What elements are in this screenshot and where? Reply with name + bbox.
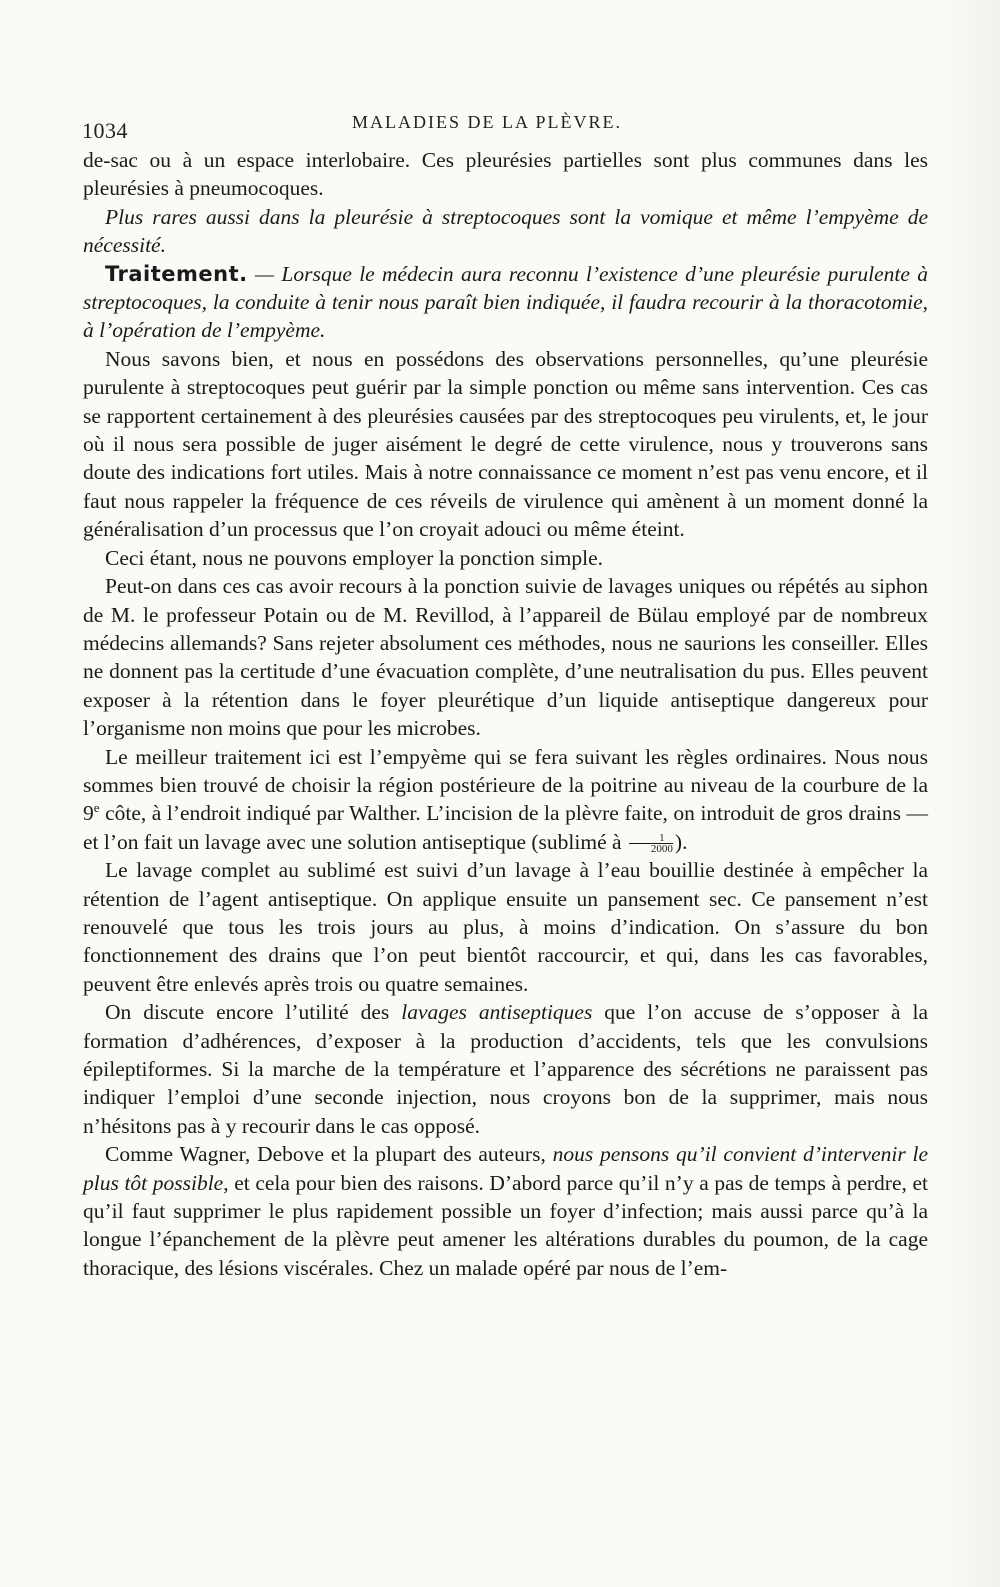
paragraph-ponction-observations: Nous savons bien, et nous en possédons des observations personnelles, qu’une pleurésie purulente à streptocoques peut guérir par la simple ponction ou même sans intervention. Ces cas se rapportent certainement à des pleurésies causées par des streptocoques peu virulents, et, le jour où il nous sera possible de juger aisément le degré de cette virulence, nous y trouverons sans doute des indications fort utiles. Mais à notre connaissance ce moment n’est pas venu encore, et il faut nous rappeler la fréquence de ces réveils de virulence qui amènent à un moment donné la généralisation d’un processus que l’on croyait adouci ou même éteint. (83, 346, 928, 542)
intervenir-text-b: , et cela pour bien des raisons. D’abord parce qu’il n’y a pas de temps à perdre, et qu’il faut supprimer le plus rapidement possible un foyer d’infection; mais aussi parce qu’à la longue l’épanchement de la plèvre peut amener les altérations durables du poumon, de la cage thoracique, des lésions viscérales. Chez un malade opéré par nous de l’em- (83, 1170, 929, 1280)
intervenir-text-a: Comme Wagner, Debove et la plupart des auteurs, (105, 1142, 553, 1167)
paragraph-intervenir (83, 1140, 928, 1282)
paragraph-traitement (83, 260, 928, 345)
section-heading-traitement: Traitement. (105, 261, 248, 286)
page-number: 1034 (82, 118, 128, 143)
paragraph-ponction-simple: Ceci étant, nous ne pouvons employer la ponction simple. (105, 545, 603, 570)
lavages-text-b: que l’on accuse de s’opposer à la formation d’adhérences, d’exposer à la production d’accidents, tels que les convulsions épileptiformes. Si la marche de la température et l’apparence des sécrétions ne paraissent pas indiquer l’emploi d’une seconde injection, nous croyons bon de la supprimer, mais nous n’hésitons pas à y recourir dans le cas opposé. (83, 1000, 928, 1138)
superscript-e: e (93, 800, 100, 816)
fraction-denominator: 2000 (650, 843, 673, 856)
running-title: MALADIES DE LA PLÈVRE. (352, 112, 622, 132)
lavages-text-a: On discute encore l’utilité des (105, 1000, 402, 1025)
empyeme-text-a: Le meilleur traitement ici est l’empyème qui se fera suivant les règles ordinaires. Nous nous sommes bien trouvé de choisir la région postérieure de la poitrine au niveau de la courbure de la 9 (83, 744, 928, 826)
paragraph-continuation: de-sac ou à un espace interlobaire. Ces pleurésies partielles sont plus communes dans les pleurésies à pneumocoques. (83, 148, 928, 201)
body-text (83, 146, 928, 1282)
fraction-sublime (629, 833, 673, 854)
paragraph-empyeme (83, 743, 928, 857)
page-gutter-shadow (940, 0, 1000, 1587)
paragraph-lavage-complet: Le lavage complet au sublimé est suivi d’un lavage à l’eau bouillie destinée à empêcher la rétention de l’agent antiseptique. On applique ensuite un pansement sec. Ce pansement n’est renouvelé que tous les trois jours au plus, à moins d’indication. On s’assure du bon fonctionnement des drains que l’on peut bientôt raccourcir, et qui, dans les cas favorables, peuvent être enlevés après trois ou quatre semaines. (83, 858, 928, 996)
empyeme-text-b: côte, à l’endroit indiqué par Walther. L’incision de la plèvre faite, on introduit de gros drains — et l’on fait un lavage avec une solution antiseptique (sublimé à (83, 801, 928, 854)
paragraph-lavages-antiseptiques (83, 998, 928, 1140)
running-head (82, 112, 928, 142)
traitement-text: — Lorsque le médecin aura reconnu l’existence d’une pleurésie purulente à streptocoques, la conduite à tenir nous paraît bien indiquée, il faudra recourir à la thoracotomie, à l’opération de l’empyème. (83, 261, 928, 343)
paragraph-lavages: Peut-on dans ces cas avoir recours à la ponction suivie de lavages uniques ou répétés au siphon de M. le professeur Potain ou de M. Revillod, à l’appareil de Bülau employé par de nombreux médecins allemands? Sans rejeter absolument ces méthodes, nous ne saurions les conseiller. Elles ne donnent pas la certitude d’une évacuation complète, d’une neutralisation du pus. Elles peuvent exposer à la rétention dans le foyer pleurétique d’un liquide antiseptique dangereux pour l’organisme non moins que pour les microbes. (83, 574, 928, 741)
intervenir-italic: nous pensons qu’il convient d’intervenir le plus tôt possible (83, 1142, 928, 1195)
empyeme-text-c: ). (674, 829, 688, 854)
lavages-italic: lavages antiseptiques (401, 1000, 593, 1025)
paragraph-vomique: Plus rares aussi dans la pleurésie à streptocoques sont la vomique et même l’empyème de nécessité. (83, 204, 928, 258)
fraction-numerator: 1 (629, 833, 673, 844)
